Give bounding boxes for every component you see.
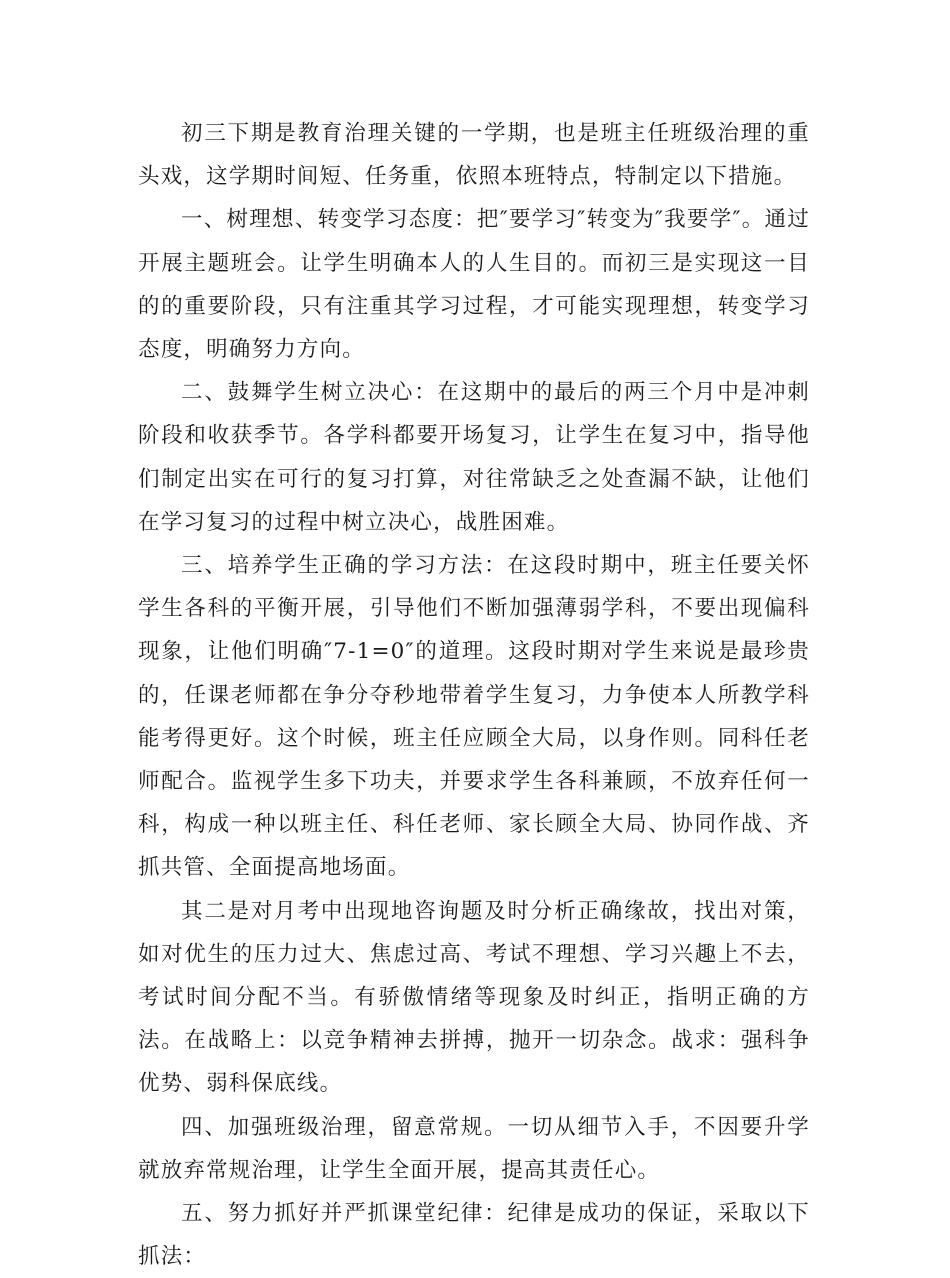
section-4-paragraph: 四、加强班级治理，留意常规。一切从细节入手，不因要升学就放弃常规治理，让学生全面开展，提高其责任心。 [138,1114,810,1183]
section-3-paragraph: 三、培养学生正确的学习方法：在这段时期中，班主任要关怀学生各科的平衡开展，引导他们不断加强薄弱学科，不要出现偏科现象，让他们明确″7-1=0″的道理。这段时期对学生来说是最珍贵的，任课老师都在争分夺秒地带着学生复习，力争使本人所教学科能考得更好。这个时候，班主任应顾全大局，以身作则。同科任老师配合。监视学生多下功夫，并要求学生各科兼顾，不放弃任何一科，构成一种以班主任、科任老师、家长顾全大局、协同作战、齐抓共管、全面提高地场面。 [138,553,810,881]
section-5-paragraph: 五、努力抓好并严抓课堂纪律：纪律是成功的保证，采取以下抓法： [138,1201,810,1270]
section-1-paragraph: 一、树理想、转变学习态度：把″要学习″转变为″我要学″。通过开展主题班会。让学生明确本人的人生目的。而初三是实现这一目的的重要阶段，只有注重其学习过程，才可能实现理想，转变学习态度，明确努力方向。 [138,207,810,363]
document-page [138,112,810,1278]
section-2-paragraph: 二、鼓舞学生树立决心：在这期中的最后的两三个月中是冲刺阶段和收获季节。各学科都要开场复习，让学生在复习中，指导他们制定出实在可行的复习打算，对往常缺乏之处查漏不缺，让他们在学习复习的过程中树立决心，战胜困难。 [138,380,810,535]
intro-paragraph: 初三下期是教育治理关键的一学期，也是班主任班级治理的重头戏，这学期时间短、任务重，依照本班特点，特制定以下措施。 [138,121,810,190]
section-3-followup-paragraph: 其二是对月考中出现地咨询题及时分析正确缘故，找出对策，如对优生的压力过大、焦虑过高、考试不理想、学习兴趣上不去，考试时间分配不当。有骄傲情绪等现象及时纠正，指明正确的方法。在战略上：以竞争精神去拼搏，抛开一切杂念。战求：强科争优势、弱科保底线。 [138,898,810,1097]
